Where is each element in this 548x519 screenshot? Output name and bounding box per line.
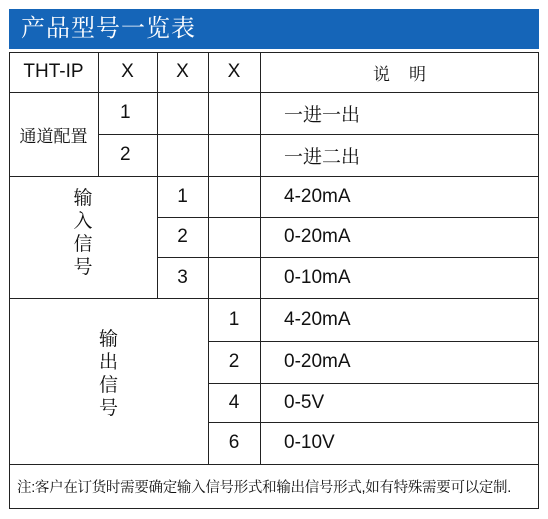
table-title: 产品型号一览表 [9, 9, 539, 49]
output-code-4: 6 [228, 432, 240, 453]
output-code-3: 4 [228, 391, 240, 413]
output-code-1: 1 [228, 308, 240, 330]
header-description: 说 明 [373, 64, 426, 84]
input-desc-2: 0-20mA [284, 226, 351, 247]
header-x2: X [176, 61, 189, 82]
input-code-2: 2 [177, 226, 188, 247]
input-code-1: 1 [177, 185, 188, 207]
output-desc-2: 0-20mA [284, 351, 351, 372]
channel-label: 通道配置 [19, 126, 88, 146]
channel-code-2: 2 [120, 144, 131, 165]
header-x3: X [227, 61, 241, 82]
output-signal-label: 输 出 信 号 [98, 329, 118, 419]
order-note: 注:客户在订货时需要确定输入信号形式和输出信号形式,如有特殊需要可以定制. [17, 480, 511, 496]
channel-code-1: 1 [120, 102, 131, 123]
channel-desc-2: 一进二出 [284, 146, 361, 168]
channel-desc-1: 一进一出 [284, 104, 361, 126]
output-desc-1: 4-20mA [284, 308, 351, 330]
output-code-2: 2 [228, 351, 240, 372]
output-desc-3: 0-5V [284, 391, 325, 413]
header-x1: X [121, 61, 134, 82]
input-desc-1: 4-20mA [284, 185, 351, 207]
input-code-3: 3 [177, 266, 188, 288]
output-desc-4: 0-10V [284, 432, 335, 453]
input-signal-label: 输 入 信 号 [73, 188, 93, 278]
header-model: THT-IP [23, 61, 84, 82]
input-desc-3: 0-10mA [284, 266, 351, 288]
